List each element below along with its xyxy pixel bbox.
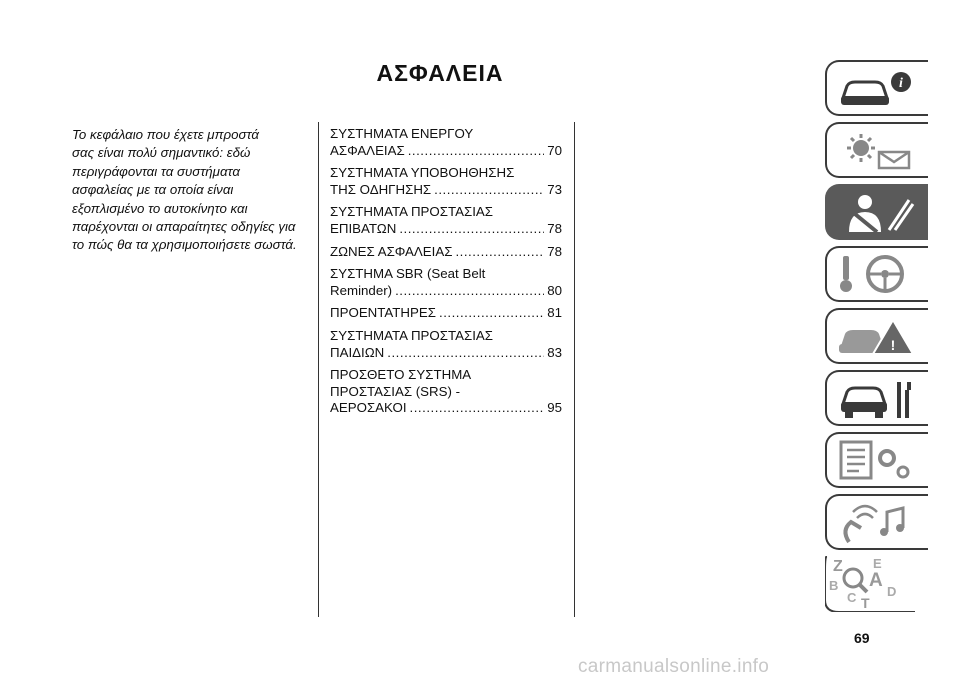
toc-page-number: 70 — [547, 142, 562, 158]
toc-page-number: 78 — [547, 243, 562, 259]
tab-starting-driving[interactable] — [825, 246, 928, 302]
chapter-title: ΑΣΦΑΛΕΙΑ — [376, 60, 504, 86]
intro-line: σας είναι πολύ σημαντικό: εδώ — [72, 145, 251, 161]
intro-line: εξοπλισμένο το αυτοκίνητο και — [72, 200, 248, 216]
toc-page-number: 95 — [547, 400, 562, 416]
warning-lights-icon — [837, 130, 917, 172]
intro-line: το πώς θα τα χρησιμοποιήσετε σωστά. — [72, 237, 297, 253]
tab-multimedia[interactable] — [825, 494, 928, 550]
index-letter: D — [887, 584, 897, 599]
toc-entry[interactable] — [330, 367, 562, 417]
leader-dots — [387, 345, 544, 362]
index-letter: Z — [833, 558, 843, 575]
toc-entry-text: ΕΠΙΒΑΤΩΝ — [330, 220, 397, 236]
column-divider — [318, 122, 319, 617]
toc-entry[interactable] — [330, 266, 562, 299]
emergency-car-icon — [837, 316, 917, 358]
toc-entry-text: Reminder) — [330, 282, 393, 298]
intro-line: Το κεφάλαιο που έχετε μπροστά — [72, 127, 259, 142]
intro-line: περιγράφονται τα συστήματα — [72, 163, 240, 179]
toc-page-number: 83 — [547, 344, 562, 360]
key-steering-wheel-icon — [837, 254, 917, 296]
intro-line: ασφαλείας με τα οποία είναι — [72, 182, 234, 198]
toc-entry[interactable] — [330, 328, 562, 361]
toc-page-number: 80 — [547, 282, 562, 298]
toc-entry-text: ΠΡΟΣΘΕΤΟ ΣΥΣΤΗΜΑ — [330, 367, 472, 383]
toc-entry[interactable] — [330, 305, 562, 322]
car-info-icon — [837, 68, 917, 110]
index-letter: A — [869, 570, 883, 591]
index-letter: C — [847, 590, 857, 605]
toc-entry-text: ΠΑΙΔΙΩΝ — [330, 344, 385, 360]
toc-entry-text: ΖΩΝΕΣ ΑΣΦΑΛΕΙΑΣ — [330, 243, 453, 259]
tab-technical-data[interactable] — [825, 432, 928, 488]
leader-dots — [410, 400, 545, 417]
index-letter: E — [873, 556, 882, 571]
leader-dots — [399, 221, 544, 238]
toc-entry-text: ΣΥΣΤΗΜΑ SBR (Seat Belt — [330, 266, 486, 282]
tab-index[interactable] — [825, 556, 928, 612]
leader-dots — [408, 143, 544, 160]
toc-entry[interactable] — [330, 244, 562, 261]
tab-warning-lights[interactable] — [825, 122, 928, 178]
toc-entry-text: ΠΡΟΕΝΤΑΤΗΡΕΣ — [330, 305, 436, 321]
tab-safety[interactable] — [825, 184, 928, 240]
toc-entry[interactable] — [330, 204, 562, 237]
toc-entry-text: ΑΣΦΑΛΕΙΑΣ — [330, 142, 405, 158]
toc-entry[interactable] — [330, 165, 562, 198]
toc-entry-text: ΑΕΡΟΣΑΚΟΙ — [330, 400, 407, 416]
multimedia-touch-icon — [837, 502, 917, 544]
toc-entry-text: ΠΡΟΣΤΑΣΙΑΣ (SRS) - — [330, 383, 461, 399]
toc-entry-text: ΣΥΣΤΗΜΑΤΑ ΠΡΟΣΤΑΣΙΑΣ — [330, 204, 493, 220]
toc-page-number: 73 — [547, 181, 562, 197]
leader-dots — [395, 283, 544, 300]
tab-emergency[interactable] — [825, 308, 928, 364]
alphabetical-index-icon — [825, 556, 915, 612]
footer-watermark: carmanualsonline.info — [578, 656, 770, 677]
svg-text:!: ! — [890, 337, 896, 353]
leader-dots — [455, 244, 544, 261]
car-service-wrench-icon — [837, 378, 917, 420]
specs-list-gear-icon — [837, 440, 917, 482]
seatbelt-person-icon — [837, 192, 917, 234]
toc-entry-text: ΤΗΣ ΟΔΗΓΗΣΗΣ — [330, 181, 432, 197]
intro-line: παρέχονται οι απαραίτητες οδηγίες για — [72, 219, 296, 235]
leader-dots — [434, 182, 544, 199]
leader-dots — [439, 305, 544, 322]
svg-text:i: i — [899, 76, 903, 91]
toc-entry-text: ΣΥΣΤΗΜΑΤΑ ΠΡΟΣΤΑΣΙΑΣ — [330, 327, 493, 343]
chapter-intro — [72, 126, 312, 255]
toc-entry-text: ΣΥΣΤΗΜΑΤΑ ΕΝΕΡΓΟΥ — [330, 126, 474, 141]
page-number: 69 — [854, 630, 870, 646]
tab-car-info[interactable] — [825, 60, 928, 116]
toc-entry[interactable] — [330, 126, 562, 159]
index-letter: B — [829, 578, 839, 593]
column-divider — [574, 122, 575, 617]
toc-entry-text: ΣΥΣΤΗΜΑΤΑ ΥΠΟΒΟΗΘΗΣΗΣ — [330, 165, 515, 181]
table-of-contents — [330, 126, 562, 423]
toc-page-number: 81 — [547, 305, 562, 321]
tab-maintenance[interactable] — [825, 370, 928, 426]
toc-page-number: 78 — [547, 220, 562, 236]
index-letter: T — [861, 595, 870, 611]
